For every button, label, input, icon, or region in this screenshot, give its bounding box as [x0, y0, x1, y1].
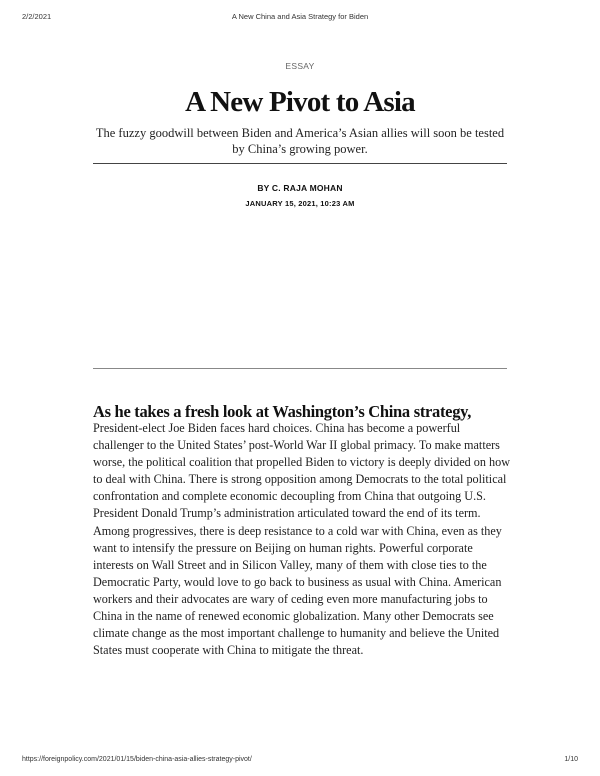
print-document-title: A New China and Asia Strategy for Biden	[231, 12, 369, 21]
print-date: 2/2/2021	[22, 12, 52, 21]
article-dek: The fuzzy goodwill between Biden and America’s Asian allies will soon be tested by China’s growing power.	[95, 126, 505, 156]
print-footer	[0, 756, 600, 768]
article-lead-sentence: As he takes a fresh look at Washington’s China strategy,	[93, 402, 472, 421]
article-kicker: ESSAY	[285, 61, 315, 71]
divider-bottom	[93, 368, 507, 369]
print-url: https://foreignpolicy.com/2021/01/15/biden-china-asia-allies-strategy-pivot/	[22, 756, 252, 763]
article-body-paragraph: President-elect Joe Biden faces hard choices. China has become a powerful challenger to the United States’ post-World War II global primacy. To make matters worse, the political coalition that propelled Biden to victory is deeply divided on how to deal with China. There is strong opposition among Democrats to the total political confrontation and complete economic decoupling from China that outgoing U.S. President Donald Trump’s administration articulated toward the end of its term. Among progressives, there is deep resistance to a cold war with China, even as they want to intensify the pressure on Beijing on human rights. Powerful corporate interests on Wall Street and in Silicon Valley, many of them with close ties to the Democratic Party, would love to go back to business as usual with China. American workers and their advocates are wary of ceding even more manufacturing jobs to China in the name of renewed economic globalization. Many other Democrats see climate change as the most important challenge to humanity and believe the United States must cooperate with China to mitigate the threat.	[93, 421, 510, 658]
article-dateline: JANUARY 15, 2021, 10:23 AM	[245, 199, 355, 208]
article-headline: A New Pivot to Asia	[185, 86, 415, 118]
print-header	[0, 12, 600, 24]
divider-top	[93, 163, 507, 164]
article-byline: BY C. RAJA MOHAN	[257, 183, 343, 193]
print-page-number: 1/10	[564, 756, 578, 763]
